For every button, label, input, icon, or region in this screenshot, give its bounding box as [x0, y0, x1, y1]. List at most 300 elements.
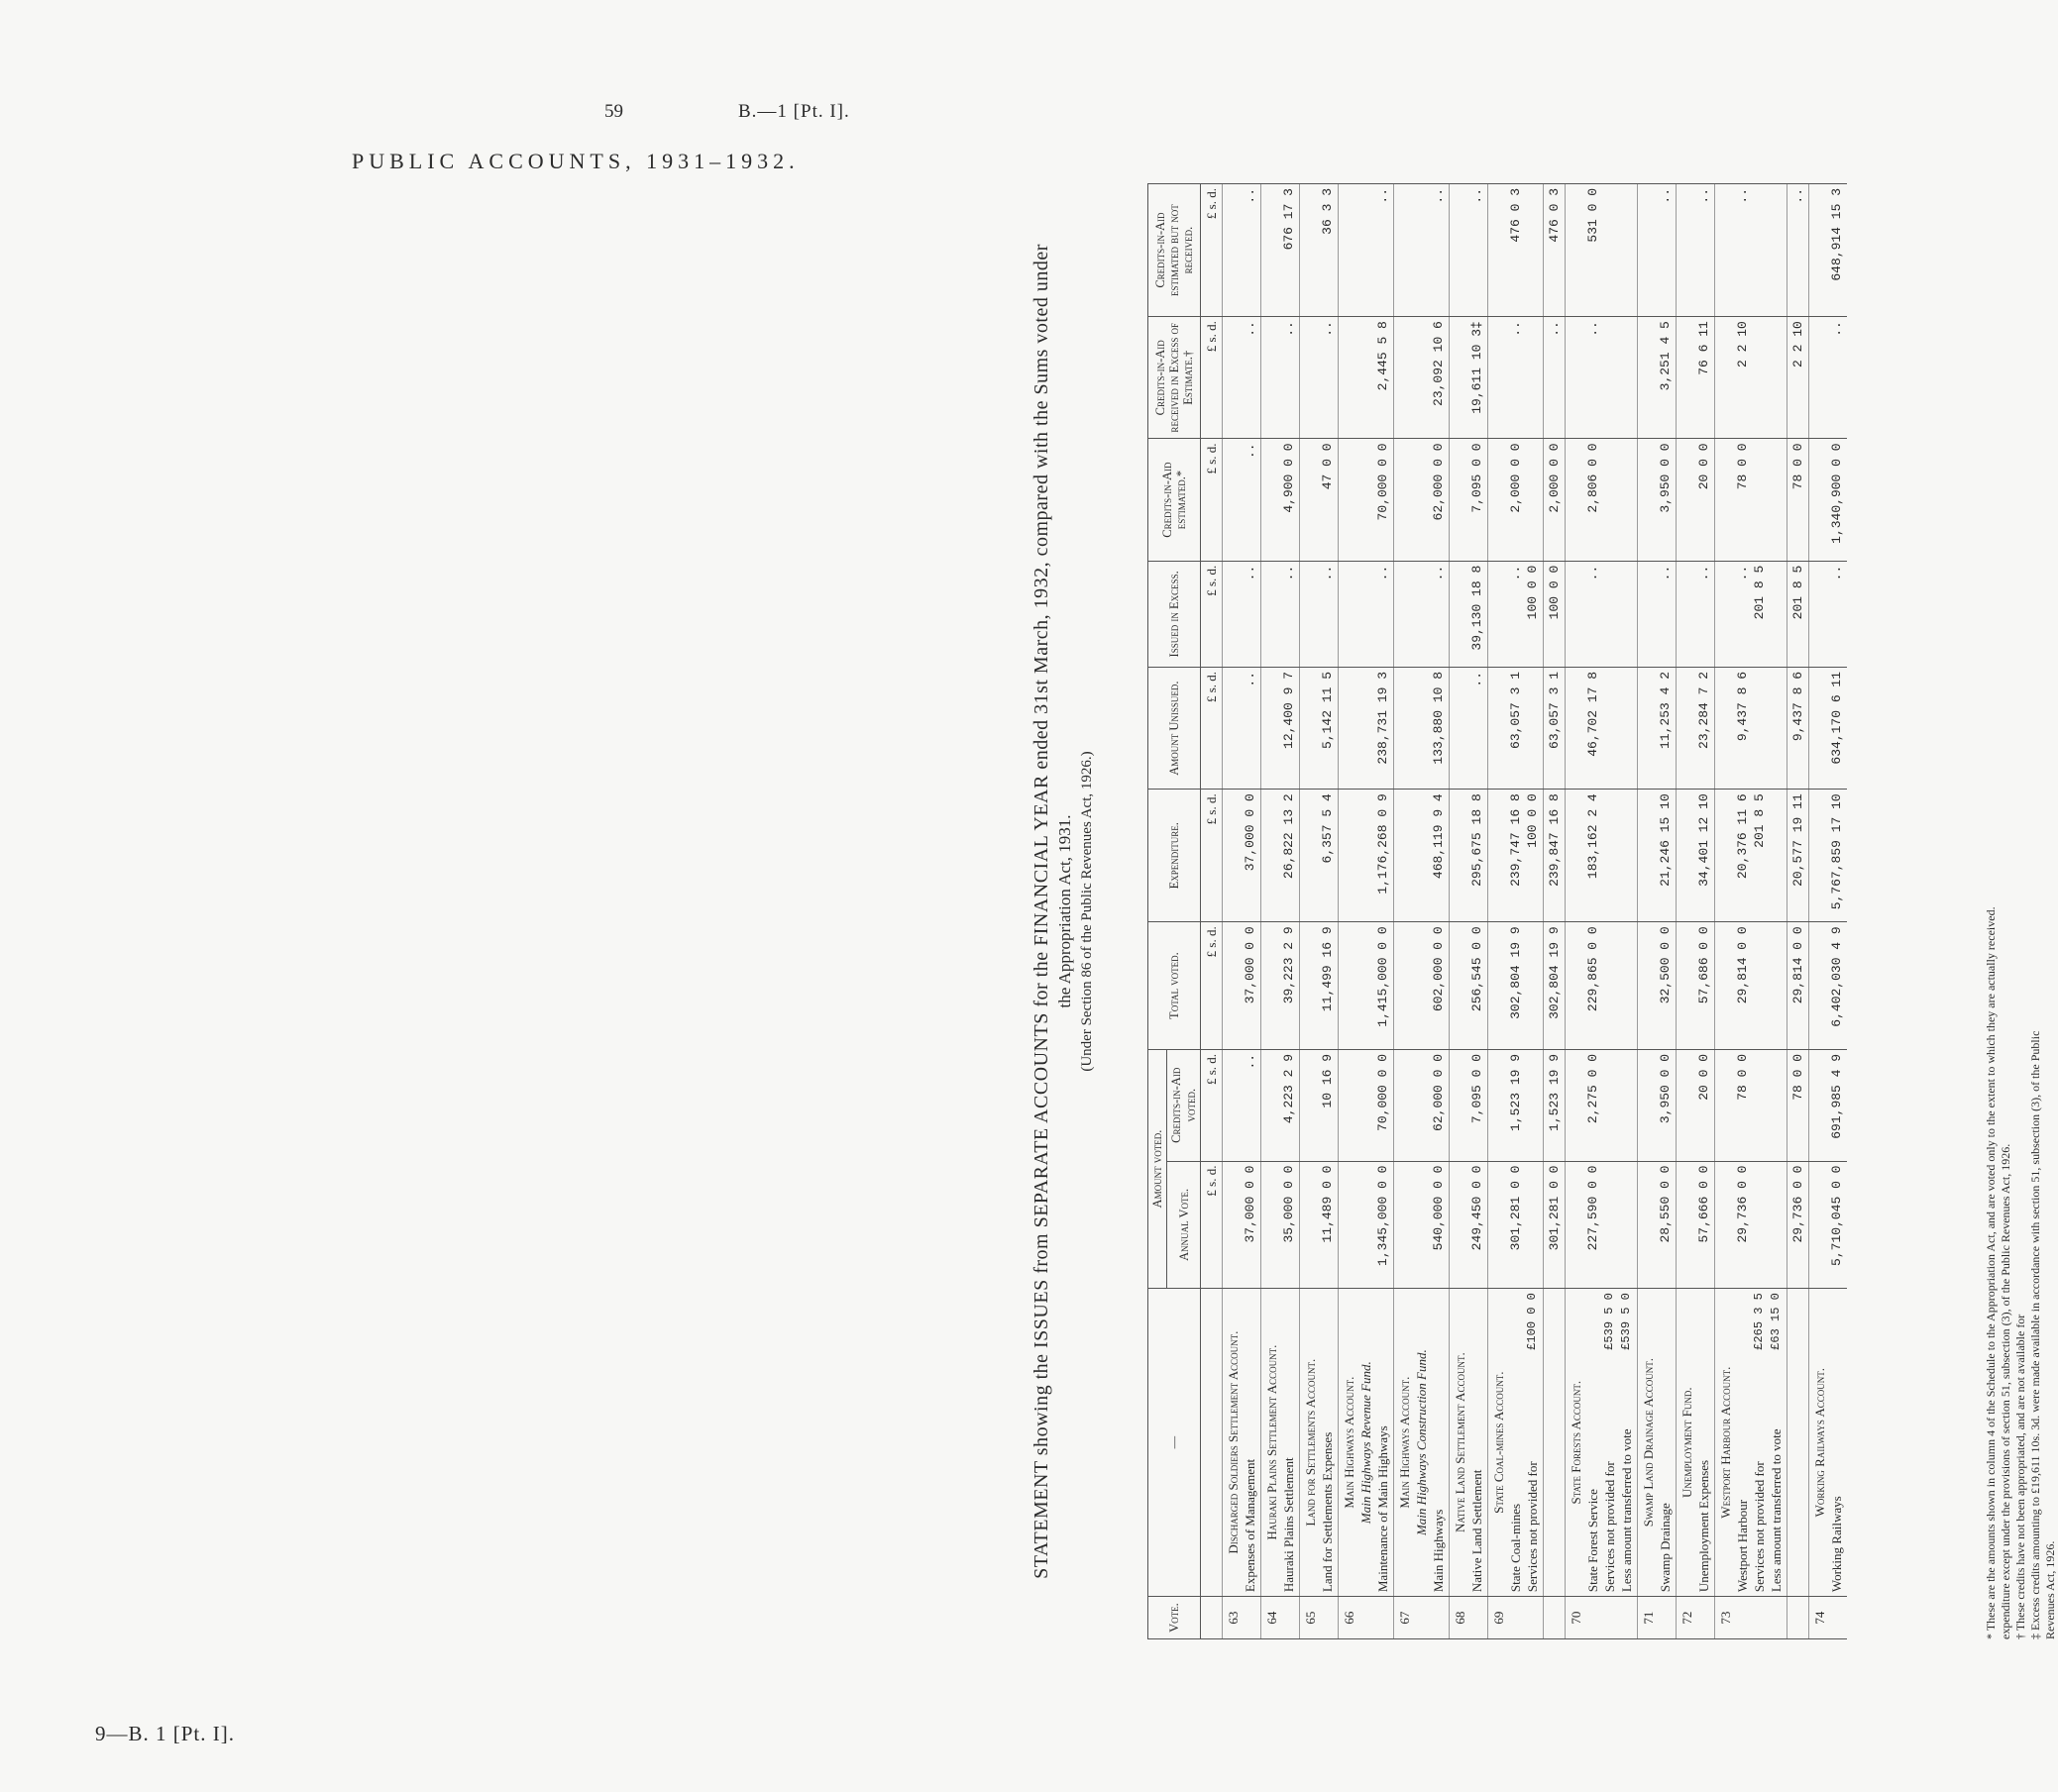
header-amount-unissued: Amount Unissued. — [1148, 667, 1201, 789]
cell-rec-excess — [1339, 317, 1394, 439]
cell-value: 301,281 0 0 — [1547, 1165, 1563, 1251]
account-heading: Discharged Soldiers Settlement Account. — [1226, 1330, 1242, 1554]
cell-est — [1715, 439, 1787, 561]
cell-value: 2 2 10 — [1735, 321, 1751, 368]
vote-number: 69 — [1488, 1597, 1544, 1639]
cell-value: 7,095 0 0 — [1469, 1053, 1485, 1124]
cell-value-secondary: 201 8 5 — [1752, 565, 1768, 620]
cell-excess — [1300, 561, 1339, 667]
cell-expenditure — [1394, 790, 1450, 922]
service-line: Westport Harbour — [1735, 1499, 1751, 1593]
cell-total — [1223, 922, 1261, 1050]
cell-value: .. — [1469, 671, 1485, 687]
table-row — [1261, 184, 1300, 1639]
cell-expenditure — [1339, 790, 1394, 922]
cell-annual — [1223, 1161, 1261, 1289]
account-heading: Working Railways Account. — [1812, 1367, 1828, 1518]
cell-rec-excess — [1566, 317, 1638, 439]
cell-excess — [1223, 561, 1261, 667]
cell-est — [1339, 439, 1394, 561]
cell-value: 9,437 8 6 — [1790, 671, 1806, 742]
cell-unissued — [1339, 667, 1394, 789]
cell-est — [1261, 439, 1300, 561]
cell-value: 10 16 9 — [1320, 1053, 1336, 1108]
service-line: Native Land Settlement — [1469, 1469, 1485, 1593]
vote-number: 66 — [1339, 1597, 1394, 1639]
cell-value-secondary: 100 0 0 — [1525, 565, 1541, 620]
cell-credits-voted — [1450, 1049, 1488, 1161]
cell-unissued — [1544, 667, 1566, 789]
table-row — [1450, 184, 1488, 1639]
cell-value: 1,176,268 0 9 — [1375, 793, 1391, 895]
cell-excess — [1638, 561, 1677, 667]
statement-title: STATEMENT showing the ISSUES from SEPARATE ACCOUNTS for the FINANCIAL YEAR ended 31st March, 1932, compared with the Sums voted under — [1030, 244, 1052, 1579]
cell-not-received — [1394, 184, 1450, 317]
currency-units: £ s. d. — [1201, 790, 1223, 922]
service-description — [1300, 1289, 1339, 1597]
cell-expenditure — [1638, 790, 1677, 922]
cell-value: 78 0 0 — [1790, 443, 1806, 490]
service-line-text: Services not provided for — [1525, 1461, 1541, 1593]
cell-est — [1787, 439, 1809, 561]
cell-rec-excess — [1261, 317, 1300, 439]
cell-value: .. — [1375, 188, 1391, 204]
cell-excess — [1566, 561, 1638, 667]
cell-value: 2,806 0 0 — [1585, 443, 1601, 513]
cell-credits-voted — [1261, 1049, 1300, 1161]
cell-value: 5,710,045 0 0 — [1829, 1165, 1845, 1266]
cell-not-received — [1787, 184, 1809, 317]
header-credits-voted: Credits-in-Aid voted. — [1167, 1049, 1201, 1161]
cell-value: .. — [1790, 188, 1806, 204]
service-line: State Forest Service — [1585, 1489, 1601, 1593]
table-row — [1809, 184, 1848, 1639]
account-heading: Unemployment Fund. — [1679, 1387, 1695, 1498]
cell-value: 26,822 13 2 — [1281, 793, 1297, 880]
cell-value: 302,804 19 9 — [1547, 926, 1563, 1019]
service-description — [1809, 1289, 1848, 1597]
header-vote: Vote. — [1148, 1597, 1201, 1639]
fund-name: Main Highways Construction Fund. — [1414, 1349, 1430, 1536]
table-row — [1339, 184, 1394, 1639]
cell-value: 227,590 0 0 — [1585, 1165, 1601, 1251]
account-heading: Native Land Settlement Account. — [1453, 1352, 1468, 1533]
cell-excess — [1394, 561, 1450, 667]
cell-value: .. — [1829, 321, 1845, 337]
cell-est — [1638, 439, 1677, 561]
service-line — [1789, 1293, 1806, 1592]
cell-credits-voted — [1809, 1049, 1848, 1161]
account-heading: Main Highways Account. — [1342, 1376, 1357, 1509]
service-description — [1715, 1289, 1787, 1597]
header-annual-vote: Annual Vote. — [1167, 1161, 1201, 1289]
vote-number: 67 — [1394, 1597, 1450, 1639]
cell-rec-excess — [1394, 317, 1450, 439]
service-line-amount: £63 15 0 — [1769, 1293, 1784, 1350]
footnote-dagger: † These credits have not been appropriated, and are not available for — [2013, 1314, 2027, 1639]
account-heading: Swamp Land Drainage Account. — [1641, 1358, 1657, 1528]
cell-expenditure — [1715, 790, 1787, 922]
service-line: Hauraki Plains Settlement — [1281, 1457, 1297, 1593]
cell-credits-voted — [1339, 1049, 1394, 1161]
cell-value-secondary: 100 0 0 — [1525, 793, 1541, 848]
cell-value: .. — [1829, 565, 1845, 581]
cell-value: 57,666 0 0 — [1696, 1165, 1712, 1243]
vote-number: 70 — [1566, 1597, 1638, 1639]
cell-annual — [1566, 1161, 1638, 1289]
vote-number: 73 — [1715, 1597, 1787, 1639]
cell-not-received — [1261, 184, 1300, 317]
cell-total — [1488, 922, 1544, 1050]
header-expenditure: Expenditure. — [1148, 790, 1201, 922]
cell-value: 29,814 0 0 — [1735, 926, 1751, 1004]
service-description — [1677, 1289, 1715, 1597]
cell-value: 3,950 0 0 — [1658, 443, 1674, 513]
cell-credits-voted — [1300, 1049, 1339, 1161]
cell-not-received — [1809, 184, 1848, 317]
rotated-statement-sheet — [1030, 183, 2057, 1639]
cell-rec-excess — [1450, 317, 1488, 439]
cell-not-received — [1566, 184, 1638, 317]
cell-value: 78 0 0 — [1735, 443, 1751, 490]
service-description — [1787, 1289, 1809, 1597]
cell-value: .. — [1375, 565, 1391, 581]
currency-units-row — [1201, 184, 1223, 1639]
cell-value: .. — [1696, 188, 1712, 204]
currency-units: £ s. d. — [1201, 317, 1223, 439]
cell-not-received — [1339, 184, 1394, 317]
cell-value: 239,847 16 8 — [1547, 793, 1563, 887]
cell-expenditure — [1787, 790, 1809, 922]
cell-value: .. — [1243, 671, 1258, 687]
footnote-star-cont: expenditure except under the provisions of section 51, subsection (3), of the Public Revenues Act, 1926. — [1999, 1143, 2012, 1639]
cell-rec-excess — [1677, 317, 1715, 439]
cell-est — [1450, 439, 1488, 561]
currency-units: £ s. d. — [1201, 922, 1223, 1050]
cell-value: 12,400 9 7 — [1281, 671, 1297, 749]
cell-unissued — [1638, 667, 1677, 789]
footnote-double-dagger: ‡ Excess credits amounting to £19,611 10s. 3d. were made available in accordance with section 51, subsection (3), of the Public — [2028, 1030, 2042, 1639]
cell-value: 21,246 15 10 — [1658, 793, 1674, 887]
service-line-text: Services not provided for — [1602, 1461, 1618, 1593]
cell-value: 2,000 0 0 — [1508, 443, 1524, 513]
account-heading: Land for Settlements Account. — [1303, 1358, 1319, 1527]
cell-value: 11,489 0 0 — [1320, 1165, 1336, 1243]
header-credits-estimated: Credits-in-Aid estimated.* — [1148, 439, 1201, 561]
header-credits-received-excess: Credits-in-Aid received in Excess of Estimate.† — [1148, 317, 1201, 439]
cell-value: 37,000 0 0 — [1243, 1165, 1258, 1243]
cell-value: 634,170 6 11 — [1829, 671, 1845, 765]
cell-rec-excess — [1223, 317, 1261, 439]
cell-value: 5,767,859 17 10 — [1829, 793, 1845, 910]
cell-unissued — [1715, 667, 1787, 789]
cell-value: 11,499 16 9 — [1320, 926, 1336, 1012]
currency-units: £ s. d. — [1201, 1049, 1223, 1161]
cell-value: .. — [1547, 321, 1563, 337]
cell-credits-voted — [1677, 1049, 1715, 1161]
cell-not-received — [1677, 184, 1715, 317]
cell-not-received — [1638, 184, 1677, 317]
cell-expenditure — [1566, 790, 1638, 922]
cell-not-received — [1715, 184, 1787, 317]
cell-value: .. — [1281, 321, 1297, 337]
cell-not-received — [1544, 184, 1566, 317]
cell-unissued — [1223, 667, 1261, 789]
statement-table — [1147, 183, 1847, 1639]
cell-value: .. — [1658, 188, 1674, 204]
cell-value: 63,057 3 1 — [1508, 671, 1524, 749]
cell-rec-excess — [1638, 317, 1677, 439]
service-line: Main Highways — [1431, 1509, 1447, 1593]
cell-value: 28,550 0 0 — [1658, 1165, 1674, 1243]
cell-expenditure — [1261, 790, 1300, 922]
cell-value: .. — [1735, 565, 1751, 581]
cell-value: 20,577 19 11 — [1790, 793, 1806, 887]
cell-value: .. — [1585, 321, 1601, 337]
cell-value: 133,880 10 8 — [1431, 671, 1447, 765]
cell-value: 46,702 17 8 — [1585, 671, 1601, 757]
cell-excess — [1488, 561, 1544, 667]
cell-value: 29,736 0 0 — [1790, 1165, 1806, 1243]
cell-unissued — [1566, 667, 1638, 789]
cell-value: .. — [1243, 188, 1258, 204]
cell-annual — [1677, 1161, 1715, 1289]
cell-total — [1300, 922, 1339, 1050]
cell-expenditure — [1544, 790, 1566, 922]
table-row — [1488, 184, 1544, 1639]
cell-value: 239,747 16 8 — [1508, 793, 1524, 887]
cell-credits-voted — [1638, 1049, 1677, 1161]
cell-value-secondary: 201 8 5 — [1752, 793, 1768, 848]
cell-value: 4,900 0 0 — [1281, 443, 1297, 513]
cell-value: 229,865 0 0 — [1585, 926, 1601, 1012]
header-service: — — [1148, 1289, 1201, 1597]
page-heading: PUBLIC ACCOUNTS, 1931–1932. — [352, 149, 800, 173]
cell-unissued — [1677, 667, 1715, 789]
cell-expenditure — [1488, 790, 1544, 922]
service-line: State Coal-mines — [1508, 1503, 1524, 1593]
cell-value: .. — [1585, 565, 1601, 581]
cell-value: 29,814 0 0 — [1790, 926, 1806, 1004]
cell-value: .. — [1469, 188, 1485, 204]
cell-not-received — [1223, 184, 1261, 317]
cell-unissued — [1809, 667, 1848, 789]
cell-excess — [1339, 561, 1394, 667]
service-description — [1450, 1289, 1488, 1597]
header-issued-excess: Issued in Excess. — [1148, 561, 1201, 667]
cell-value: 20,376 11 6 — [1735, 793, 1751, 880]
service-line: Working Railways — [1829, 1496, 1845, 1593]
statement-title-line2: the Appropriation Act, 1931. — [1055, 814, 1074, 1008]
table-row — [1300, 184, 1339, 1639]
cell-credits-voted — [1566, 1049, 1638, 1161]
cell-value: .. — [1508, 321, 1524, 337]
cell-rec-excess — [1809, 317, 1848, 439]
cell-expenditure — [1809, 790, 1848, 922]
page-number: 59 — [604, 101, 623, 122]
cell-value: .. — [1658, 565, 1674, 581]
cell-rec-excess — [1544, 317, 1566, 439]
cell-value: 62,000 0 0 — [1431, 1053, 1447, 1131]
table-row — [1638, 184, 1677, 1639]
cell-excess — [1450, 561, 1488, 667]
account-heading: Main Highways Account. — [1397, 1376, 1413, 1509]
service-line: Swamp Drainage — [1658, 1503, 1674, 1593]
cell-value: 20 0 0 — [1696, 443, 1712, 490]
cell-value: .. — [1431, 565, 1447, 581]
vote-number — [1544, 1597, 1566, 1639]
vote-number: 72 — [1677, 1597, 1715, 1639]
cell-value: 23,092 10 6 — [1431, 321, 1447, 406]
cell-credits-voted — [1787, 1049, 1809, 1161]
cell-total — [1677, 922, 1715, 1050]
account-heading: State Forests Account. — [1569, 1380, 1584, 1505]
footnote-star: * These are the amounts shown in column 4 of the Schedule to the Appropriation Act, and are voted only to the extent to which they are actually received. — [1984, 906, 1998, 1639]
header-credits-not-received: Credits-in-Aid estimated but not received. — [1148, 184, 1201, 317]
cell-credits-voted — [1715, 1049, 1787, 1161]
cell-value: .. — [1243, 321, 1258, 337]
service-description — [1566, 1289, 1638, 1597]
service-line-text: Less amount transferred to vote — [1769, 1428, 1785, 1593]
cell-value: 5,142 11 5 — [1320, 671, 1336, 749]
cell-value: 249,450 0 0 — [1469, 1165, 1485, 1251]
cell-unissued — [1394, 667, 1450, 789]
table-row — [1787, 184, 1809, 1639]
account-heading: State Coal-mines Account. — [1491, 1371, 1507, 1514]
cell-value: 2,445 5 8 — [1375, 321, 1391, 391]
cell-value: 100 0 0 — [1547, 565, 1563, 620]
service-description — [1339, 1289, 1394, 1597]
service-line: Expenses of Management — [1243, 1458, 1258, 1593]
cell-total — [1787, 922, 1809, 1050]
service-description — [1394, 1289, 1450, 1597]
cell-value: 35,000 0 0 — [1281, 1165, 1297, 1243]
cell-unissued — [1488, 667, 1544, 789]
cell-excess — [1677, 561, 1715, 667]
cell-value: 302,804 19 9 — [1508, 926, 1524, 1019]
fund-name: Main Highways Revenue Fund. — [1358, 1361, 1374, 1525]
cell-annual — [1261, 1161, 1300, 1289]
vote-number: 64 — [1261, 1597, 1300, 1639]
cell-value: .. — [1696, 565, 1712, 581]
cell-rec-excess — [1488, 317, 1544, 439]
service-line-text: Less amount transferred to vote — [1619, 1428, 1635, 1593]
cell-total — [1261, 922, 1300, 1050]
cell-value: 531 0 0 — [1585, 188, 1601, 243]
cell-value: 57,686 0 0 — [1696, 926, 1712, 1004]
cell-credits-voted — [1223, 1049, 1261, 1161]
cell-est — [1394, 439, 1450, 561]
cell-credits-voted — [1394, 1049, 1450, 1161]
cell-value: 602,000 0 0 — [1431, 926, 1447, 1012]
cell-value: 476 0 3 — [1547, 188, 1563, 243]
table-row — [1223, 184, 1261, 1639]
cell-value: 2,000 0 0 — [1547, 443, 1563, 513]
cell-value: .. — [1243, 1053, 1258, 1070]
cell-value: 37,000 0 0 — [1243, 926, 1258, 1004]
service-description — [1488, 1289, 1544, 1597]
service-line — [1751, 1293, 1768, 1592]
service-line — [1524, 1293, 1541, 1592]
cell-total — [1339, 922, 1394, 1050]
table-row — [1566, 184, 1638, 1639]
currency-units: £ s. d. — [1201, 561, 1223, 667]
cell-annual — [1394, 1161, 1450, 1289]
cell-annual — [1339, 1161, 1394, 1289]
cell-value: 34,401 12 10 — [1696, 793, 1712, 887]
currency-units: £ s. d. — [1201, 667, 1223, 789]
cell-value: 1,345,000 0 0 — [1375, 1165, 1391, 1266]
currency-units: £ s. d. — [1201, 1161, 1223, 1289]
cell-value: 648,914 15 3 — [1829, 188, 1845, 281]
cell-value: 36 3 3 — [1320, 188, 1336, 235]
cell-rec-excess — [1715, 317, 1787, 439]
table-row — [1544, 184, 1566, 1639]
cell-value: 1,523 19 9 — [1508, 1053, 1524, 1131]
service-line — [1618, 1293, 1635, 1592]
cell-est — [1223, 439, 1261, 561]
cell-value: 7,095 0 0 — [1469, 443, 1485, 513]
account-heading: Westport Harbour Account. — [1718, 1366, 1734, 1519]
cell-not-received — [1450, 184, 1488, 317]
cell-value: 39,130 18 8 — [1469, 565, 1485, 651]
cell-value: .. — [1281, 565, 1297, 581]
cell-value: .. — [1508, 565, 1524, 581]
vote-number: 68 — [1450, 1597, 1488, 1639]
service-line — [1768, 1293, 1785, 1592]
cell-total — [1809, 922, 1848, 1050]
cell-est — [1488, 439, 1544, 561]
service-line-amount: £539 5 0 — [1602, 1293, 1617, 1350]
vote-number: 65 — [1300, 1597, 1339, 1639]
table-row — [1394, 184, 1450, 1639]
account-heading: Hauraki Plains Settlement Account. — [1264, 1344, 1280, 1540]
footnote-double-dagger-cont: Revenues Act, 1926. — [2043, 1540, 2057, 1639]
cell-value: 32,500 0 0 — [1658, 926, 1674, 1004]
cell-value: .. — [1735, 188, 1751, 204]
cell-value: 29,736 0 0 — [1735, 1165, 1751, 1243]
cell-value: 20 0 0 — [1696, 1053, 1712, 1101]
cell-value: 4,223 2 9 — [1281, 1053, 1297, 1124]
service-line: Maintenance of Main Highways — [1375, 1425, 1391, 1593]
cell-unissued — [1300, 667, 1339, 789]
page-reference-bottom: 9—B. 1 [Pt. I]. — [95, 1722, 235, 1745]
cell-value: 39,223 2 9 — [1281, 926, 1297, 1004]
vote-number: 74 — [1809, 1597, 1848, 1639]
cell-credits-voted — [1544, 1049, 1566, 1161]
cell-value: 295,675 18 8 — [1469, 793, 1485, 887]
service-line-text: Services not provided for — [1752, 1461, 1768, 1593]
service-description — [1261, 1289, 1300, 1597]
cell-value: 201 8 5 — [1790, 565, 1806, 620]
cell-value: 691,985 4 9 — [1829, 1053, 1845, 1139]
cell-value: 19,611 10 3‡ — [1469, 321, 1485, 414]
cell-value: 78 0 0 — [1790, 1053, 1806, 1101]
cell-value: 6,402,030 4 9 — [1829, 926, 1845, 1027]
cell-excess — [1715, 561, 1787, 667]
cell-excess — [1809, 561, 1848, 667]
cell-value: 1,340,900 0 0 — [1829, 443, 1845, 544]
cell-annual — [1787, 1161, 1809, 1289]
cell-value: 2,275 0 0 — [1585, 1053, 1601, 1124]
cell-value: 78 0 0 — [1735, 1053, 1751, 1101]
cell-value: 47 0 0 — [1320, 443, 1336, 490]
header-amount-voted: Amount voted. — [1148, 1049, 1167, 1288]
footnotes — [1984, 183, 2058, 1639]
cell-annual — [1544, 1161, 1566, 1289]
cell-excess — [1787, 561, 1809, 667]
vote-number: 63 — [1223, 1597, 1261, 1639]
